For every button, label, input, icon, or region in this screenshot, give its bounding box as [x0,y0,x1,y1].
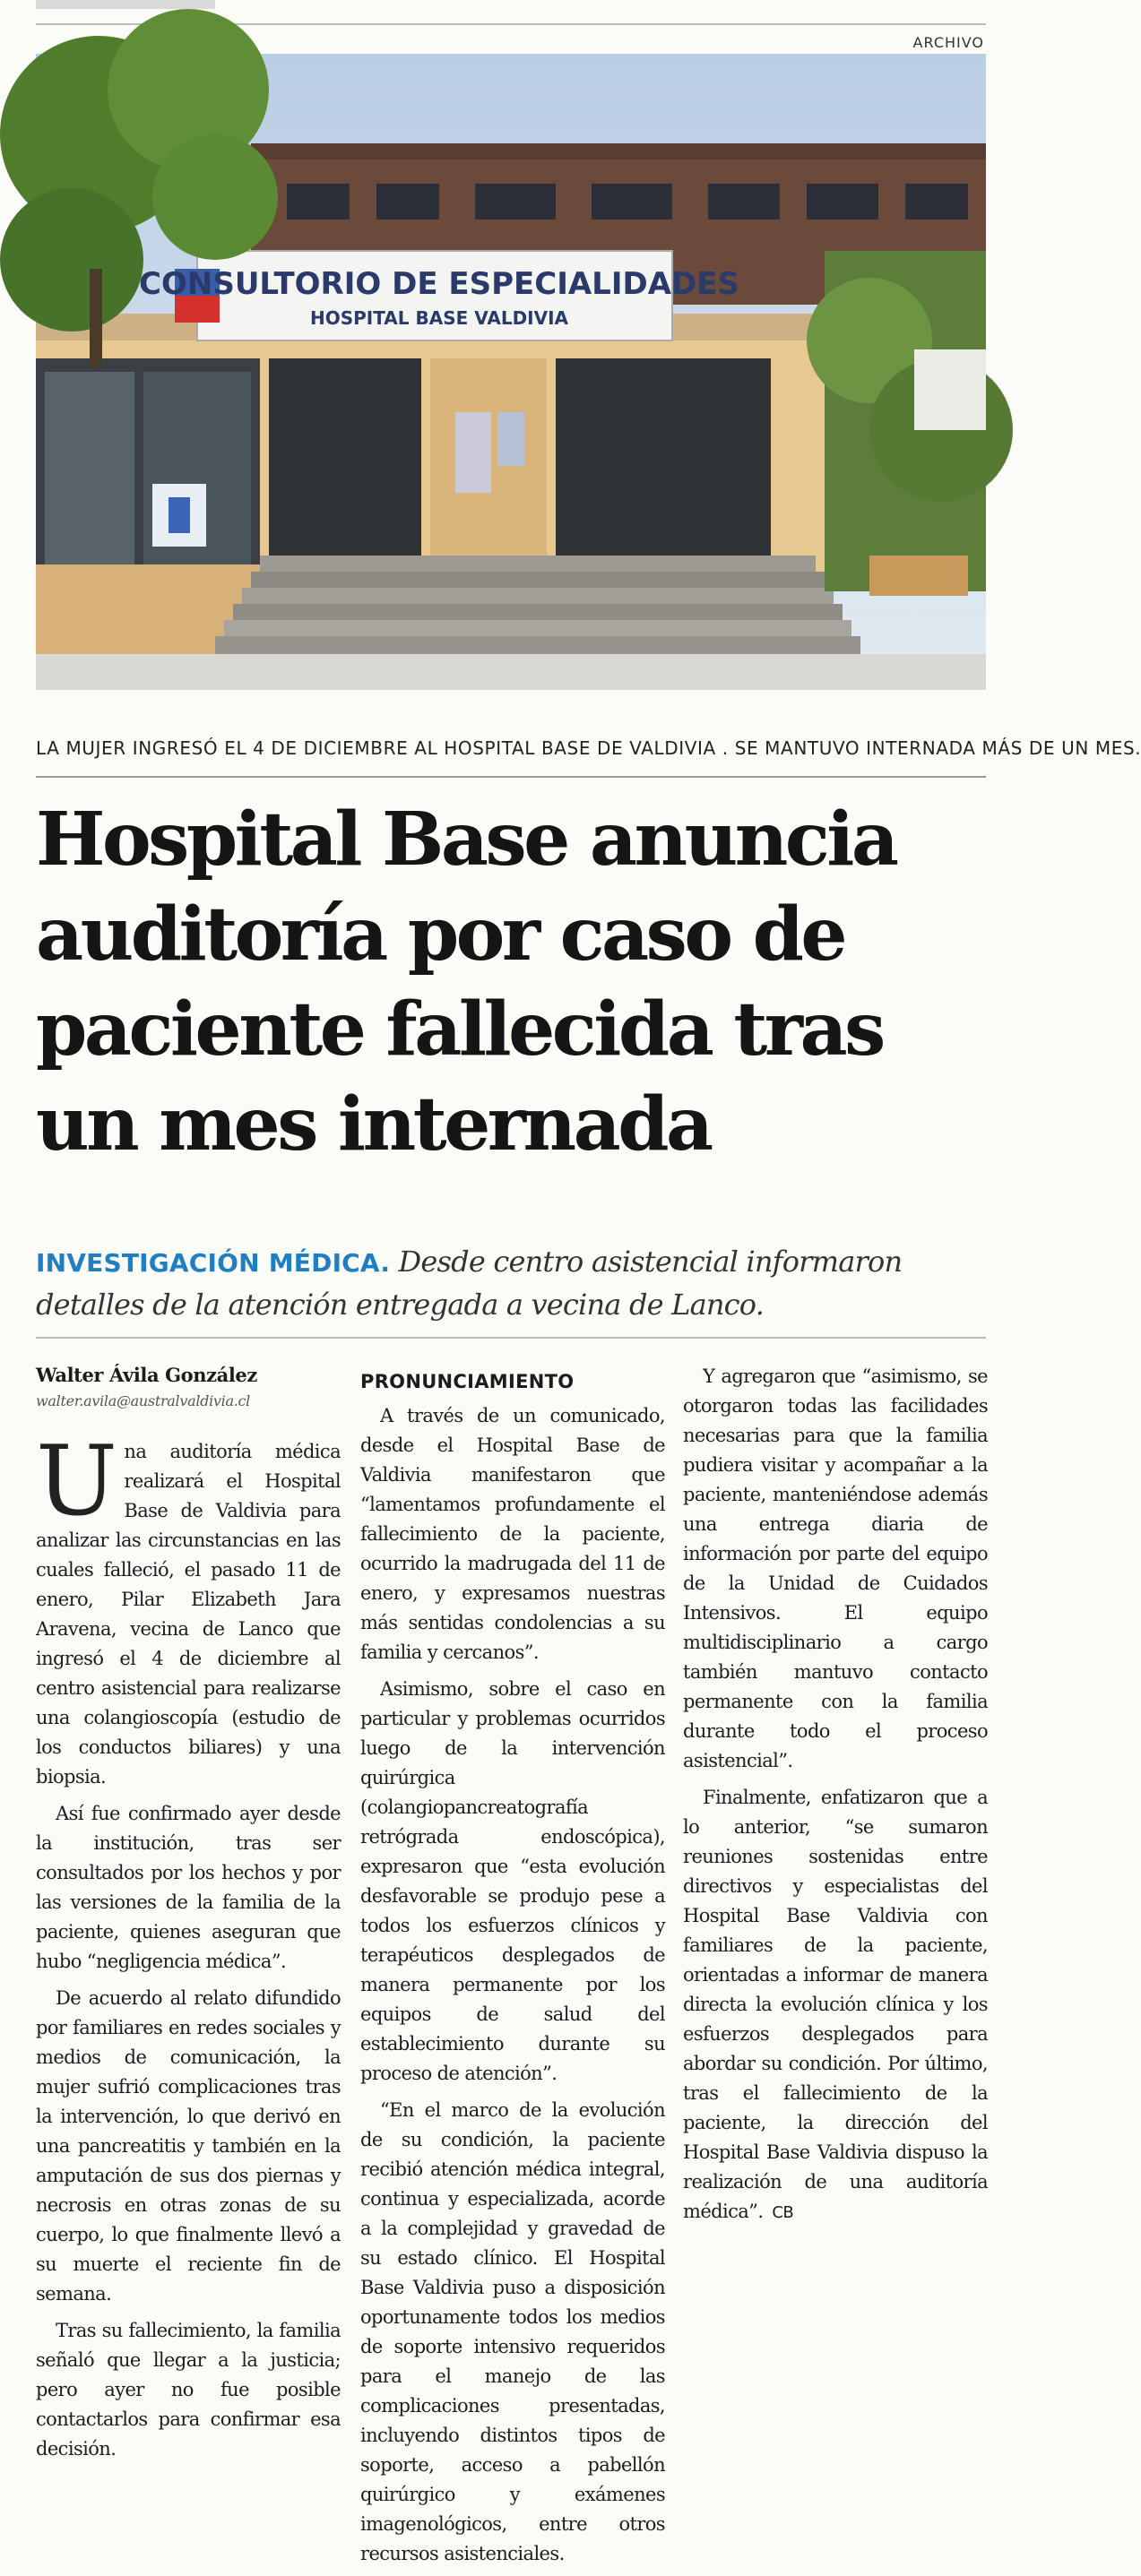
photo-credit: ARCHIVO [912,34,984,51]
headline [36,792,995,1172]
deck [36,1241,995,1326]
header-stub [36,0,215,9]
paragraph-3: De acuerdo al relato difundido por familiares en redes sociales y medios de comunicación, la mujer sufrió complicaciones tras la intervención, lo que derivó en una pancreatitis y también en la amputación de sus dos piernas y necrosis en otras zonas de su cuerpo, lo que finalmente llevó a su muerte el reciente fin de semana. [36,1987,341,2305]
paragraph-8: Y agregaron que “asimismo, se otorgaron todas las facilidades necesarias para que la familia pudiera visitar y acompañar a la paciente, manteniéndose además una entrega diaria de información por parte del equipo de la Unidad de Cuidados Intensivos. El equipo multidisciplinario a cargo también mantuvo contacto permanente con la familia durante todo el proceso asistencial”. [683,1366,988,1771]
sign-line-2: HOSPITAL BASE VALDIVIA [309,307,569,329]
paragraph-9 [683,1783,988,2227]
hospital-illustration [36,54,986,690]
drop-cap: U [36,1426,117,1538]
end-mark: CB [772,2203,794,2222]
byline-email: walter.avila@australvaldivia.cl [36,1392,250,1409]
headline-line: un mes internada [36,1081,711,1167]
headline-line: auditoría por caso de [36,892,845,978]
byline-author: Walter Ávila González [36,1364,257,1386]
caption-rule [36,776,986,778]
paragraph-7: “En el marco de la evolución de su condición, la paciente recibió atención médica integral, continua y especializada, acorde a la complejidad y gravedad de su estado clínico. El Hospital Base Valdivia puso a disposición oportunamente todos los medios de soporte intensivo requeridos para el manejo de las complicaciones presentadas, incluyendo distintos tipos de soporte, acceso a pabellón quirúrgico y exámenes imagenológicos, entre otros recursos asistenciales. [360,2099,665,2564]
deck-rule [36,1337,986,1339]
deck-kicker: INVESTIGACIÓN MÉDICA. [36,1248,391,1278]
paragraph-4: Tras su fallecimiento, la familia señaló que llegar a la justicia; pero ayer no fue posible contactarlos para confirmar esa decisión. [36,2320,341,2460]
hospital-photo [36,54,986,690]
article-column-3 [683,1362,988,2235]
article-column-2 [360,1362,665,2576]
sign-line-1: CONSULTORIO DE ESPECIALIDADES [139,266,739,302]
subhead-pronunciamiento: PRONUNCIAMIENTO [360,1371,575,1392]
article-column-1 [36,1362,341,2471]
headline-line: paciente fallecida tras [36,986,883,1073]
paragraph-1-text: na auditoría médica realizará el Hospital Base de Valdivia para analizar las circunstancias en las cuales falleció, el pasado 11 de enero, Pilar Elizabeth Jara Aravena, vecina de Lanco que ingresó el 4 de diciembre al centro asistencial para realizarse una colangioscopía (estudio de los conductos biliares) y una biopsia. [36,1441,341,1788]
paragraph-5: A través de un comunicado, desde el Hospital Base de Valdivia manifestaron que “lamentamos profundamente el fallecimiento de la paciente, ocurrido la madrugada del 11 de enero, y expresamos nuestras más sentidas condolencias a su familia y cercanos”. [360,1405,665,1663]
paragraph-2: Así fue confirmado ayer desde la institución, tras ser consultados por los hechos y por las versiones de la familia de la paciente, quienes aseguran que hubo “negligencia médica”. [36,1803,341,1972]
paragraph-9-text: Finalmente, enfatizaron que a lo anterior, “se sumaron reuniones sostenidas entre directivos y especialistas del Hospital Base Valdivia con familiares de la paciente, orientadas a informar de manera directa la evolución clínica y los esfuerzos desplegados para abordar su condición. Por último, tras el fallecimiento de la paciente, la dirección del Hospital Base Valdivia dispuso la realización de una auditoría médica”. [683,1787,988,2222]
paragraph-1 [36,1426,341,1792]
paragraph-6: Asimismo, sobre el caso en particular y problemas ocurridos luego de la intervención quirúrgica (colangiopancreatografía retrógrada endoscópica), expresaron que “esta evolución desfavorable se produjo pese a todos los esfuerzos clínicos y terapéuticos desplegados de manera permanente por los equipos de salud del establecimiento durante su proceso de atención”. [360,1678,665,2084]
deck-text: Desde centro asistencial informaron detalles de la atención entregada a vecina de Lanco. [36,1245,903,1322]
photo-caption: LA MUJER INGRESÓ EL 4 DE DICIEMBRE AL HOSPITAL BASE DE VALDIVIA . SE MANTUVO INTERNADA MÁS DE UN MES. [36,737,1141,759]
headline-line: Hospital Base anuncia [36,797,896,883]
